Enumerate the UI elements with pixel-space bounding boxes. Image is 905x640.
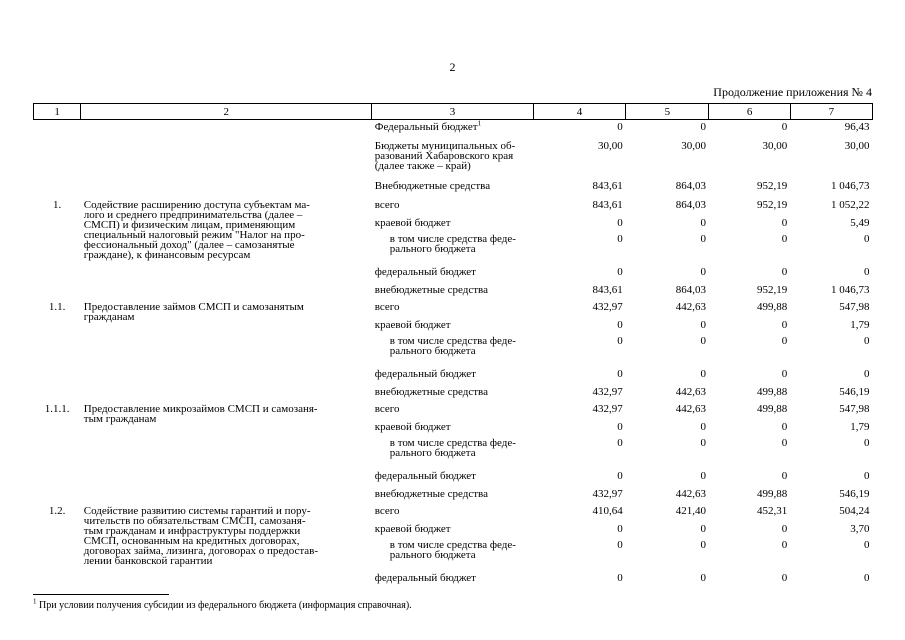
footnote-text: При условии получения субсидии из федерального бюджета (информация справочная). [39, 600, 412, 611]
value-year-1: 843,61 [592, 283, 623, 296]
funding-source-label: внебюджетные средства [374, 283, 488, 296]
value-year-3: 0 [781, 121, 788, 133]
value-year-3: 0 [781, 522, 788, 535]
table-row [34, 504, 873, 522]
footnote-mark: 1 [33, 597, 37, 606]
value-year-4: 1,79 [850, 420, 870, 433]
value-year-1: 30,00 [597, 139, 623, 152]
value-year-2: 0 [700, 216, 706, 229]
value-year-3: 952,19 [756, 283, 788, 296]
value-year-2: 0 [700, 522, 706, 535]
value-year-1: 432,97 [592, 385, 623, 398]
funding-source [372, 198, 533, 216]
value-year-4: 0 [864, 538, 870, 551]
funding-source-label: всего [374, 198, 400, 211]
footnote-divider [33, 594, 169, 595]
value-year-2: 0 [700, 436, 706, 449]
funding-source [372, 367, 533, 385]
funding-source-label: в том числе средства феде- рального бюджета [389, 232, 516, 255]
funding-source-label: в том числе средства феде- рального бюджета [389, 334, 516, 357]
row-description: Предоставление займов СМСП и самозанятым гражданам [83, 300, 304, 323]
value-year-2: 30,00 [681, 139, 706, 152]
funding-source-label: Бюджеты муниципальных об- разований Хабаровского края (далее также – край) [374, 139, 516, 172]
funding-source-label: федеральный бюджет [374, 469, 476, 482]
value-year-3: 499,88 [756, 402, 788, 415]
funding-source-label: федеральный бюджет [374, 367, 476, 380]
value-year-3: 0 [781, 232, 788, 245]
value-year-2: 0 [700, 232, 706, 245]
funding-source [372, 265, 533, 283]
funding-source [372, 436, 533, 469]
header-cell: 1 [34, 104, 81, 120]
value-year-4: 0 [864, 334, 870, 347]
value-year-4: 547,98 [839, 402, 870, 415]
value-year-4: 3,70 [850, 522, 870, 535]
funding-source [372, 318, 533, 334]
funding-source [372, 120, 533, 139]
funding-source-label: краевой бюджет [374, 420, 451, 433]
value-year-3: 952,19 [756, 179, 788, 192]
value-year-1: 0 [617, 318, 623, 331]
value-year-4: 0 [864, 232, 870, 245]
funding-source [372, 334, 533, 367]
value-year-4: 0 [864, 469, 870, 482]
value-year-4: 5,49 [850, 216, 870, 229]
funding-source [372, 179, 533, 198]
value-year-2: 864,03 [675, 283, 706, 296]
footnote-ref: 1 [477, 119, 482, 128]
value-year-4: 546,19 [839, 385, 870, 398]
value-year-4: 504,24 [839, 504, 870, 517]
funding-source-label: внебюджетные средства [374, 385, 488, 398]
page-number: 2 [449, 60, 456, 74]
value-year-4: 0 [864, 571, 870, 584]
value-year-4: 547,98 [839, 300, 870, 313]
value-year-4: 1 046,73 [831, 283, 870, 296]
header-cell: 2 [81, 104, 372, 120]
value-year-2: 442,63 [675, 402, 706, 415]
value-year-1: 0 [617, 571, 623, 584]
funding-source-label: в том числе средства феде- рального бюджета [389, 436, 516, 459]
header-cell: 4 [533, 104, 626, 120]
table-row [34, 120, 873, 139]
value-year-2: 864,03 [675, 179, 706, 192]
value-year-1: 0 [617, 436, 623, 449]
value-year-3: 0 [781, 367, 788, 380]
value-year-3: 0 [781, 436, 788, 449]
header-cell: 3 [372, 104, 533, 120]
value-year-2: 0 [700, 121, 706, 133]
value-year-3: 499,88 [756, 487, 788, 500]
funding-source [372, 469, 533, 487]
value-year-1: 0 [617, 367, 623, 380]
row-index [34, 120, 81, 198]
value-year-1: 0 [617, 469, 623, 482]
funding-source-label: всего [374, 402, 400, 415]
value-year-1: 432,97 [592, 402, 623, 415]
value-year-2: 0 [700, 538, 706, 551]
value-year-3: 0 [781, 216, 788, 229]
funding-source [372, 385, 533, 402]
value-year-2: 421,40 [675, 504, 706, 517]
funding-source-label: федеральный бюджет [374, 571, 476, 584]
funding-source [372, 216, 533, 232]
value-year-4: 546,19 [839, 487, 870, 500]
value-year-3: 452,31 [756, 504, 788, 517]
funding-source-label: краевой бюджет [374, 216, 451, 229]
funding-source [372, 571, 533, 589]
value-year-1: 0 [617, 420, 623, 433]
value-year-1: 0 [617, 232, 623, 245]
value-year-2: 442,63 [675, 487, 706, 500]
funding-source [372, 139, 533, 179]
value-year-2: 442,63 [675, 300, 706, 313]
row-index: 1.1.1. [44, 402, 70, 415]
row-description [81, 120, 372, 198]
value-year-2: 0 [700, 367, 706, 380]
value-year-2: 0 [700, 571, 706, 584]
value-year-3: 0 [781, 469, 788, 482]
funding-source-label: федеральный бюджет [374, 265, 476, 278]
funding-source [372, 487, 533, 504]
footnote [33, 597, 412, 611]
table-row [34, 198, 873, 216]
continuation-label: Продолжение приложения № 4 [713, 85, 872, 99]
value-year-1: 0 [617, 522, 623, 535]
value-year-3: 0 [781, 420, 788, 433]
value-year-2: 0 [700, 318, 706, 331]
value-year-1: 0 [617, 265, 623, 278]
row-index: 1. [53, 198, 62, 211]
funding-source [372, 420, 533, 436]
header-row [34, 104, 873, 120]
row-description: Содействие развитию системы гарантий и пору- чительств по обязательствам СМСП, самозаня- тым гражданам и инфраструктуры поддержки СМСП, основанным на кредитных договорах, договорах займа, лизинга, договорах о предостав- лении банковской гарантии [83, 504, 319, 567]
funding-source [372, 300, 533, 318]
value-year-4: 96,43 [844, 121, 870, 133]
value-year-3: 0 [781, 318, 788, 331]
row-description: Содействие расширению доступа субъектам ма- лого и среднего предпринимательства (далее – СМСП) и физическим лицам, применяющим специальный налоговый режим "Налог на про- фессиональный доход" (далее – самозанятые граждане), к финансовым ресурсам [83, 198, 310, 261]
funding-source [372, 504, 533, 522]
funding-source-label: внебюджетные средства [374, 487, 488, 500]
value-year-4: 0 [864, 265, 870, 278]
value-year-1: 410,64 [592, 504, 623, 517]
funding-source [372, 538, 533, 571]
value-year-3: 30,00 [762, 139, 788, 152]
value-year-3: 0 [781, 538, 788, 551]
funding-source [372, 283, 533, 300]
value-year-1: 0 [617, 121, 623, 133]
header-cell: 5 [626, 104, 709, 120]
value-year-3: 0 [781, 571, 788, 584]
funding-source [372, 232, 533, 265]
header-cell: 7 [790, 104, 872, 120]
value-year-4: 1 046,73 [831, 179, 870, 192]
value-year-2: 0 [700, 265, 706, 278]
value-year-1: 843,61 [592, 179, 623, 192]
value-year-4: 0 [864, 367, 870, 380]
value-year-1: 843,61 [592, 198, 623, 211]
value-year-1: 432,97 [592, 487, 623, 500]
value-year-2: 0 [700, 420, 706, 433]
value-year-3: 0 [781, 265, 788, 278]
funding-source-label: Внебюджетные средства [374, 179, 491, 192]
value-year-1: 0 [617, 538, 623, 551]
value-year-1: 0 [617, 216, 623, 229]
value-year-1: 432,97 [592, 300, 623, 313]
value-year-3: 499,88 [756, 385, 788, 398]
funding-source-label: всего [374, 504, 400, 517]
value-year-2: 864,03 [675, 198, 706, 211]
table-row [34, 402, 873, 420]
row-index: 1.1. [48, 300, 66, 313]
value-year-4: 1 052,22 [831, 198, 870, 211]
value-year-3: 499,88 [756, 300, 788, 313]
funding-source [372, 522, 533, 538]
funding-source-label: всего [374, 300, 400, 313]
value-year-4: 1,79 [850, 318, 870, 331]
value-year-4: 0 [864, 436, 870, 449]
funding-source-label: краевой бюджет [374, 522, 451, 535]
row-description: Предоставление микрозаймов СМСП и самозаня- тым гражданам [83, 402, 318, 425]
funding-source [372, 402, 533, 420]
header-cell: 6 [709, 104, 790, 120]
value-year-3: 952,19 [756, 198, 788, 211]
table-row [34, 300, 873, 318]
value-year-2: 442,63 [675, 385, 706, 398]
funding-source-label: Федеральный бюджет [374, 121, 478, 133]
value-year-4: 30,00 [844, 139, 870, 152]
funding-source-label: в том числе средства феде- рального бюджета [389, 538, 516, 561]
budget-table [33, 103, 873, 589]
funding-source-label: краевой бюджет [374, 318, 451, 331]
value-year-1: 0 [617, 334, 623, 347]
value-year-2: 0 [700, 334, 706, 347]
value-year-2: 0 [700, 469, 706, 482]
value-year-3: 0 [781, 334, 788, 347]
row-index: 1.2. [48, 504, 66, 517]
